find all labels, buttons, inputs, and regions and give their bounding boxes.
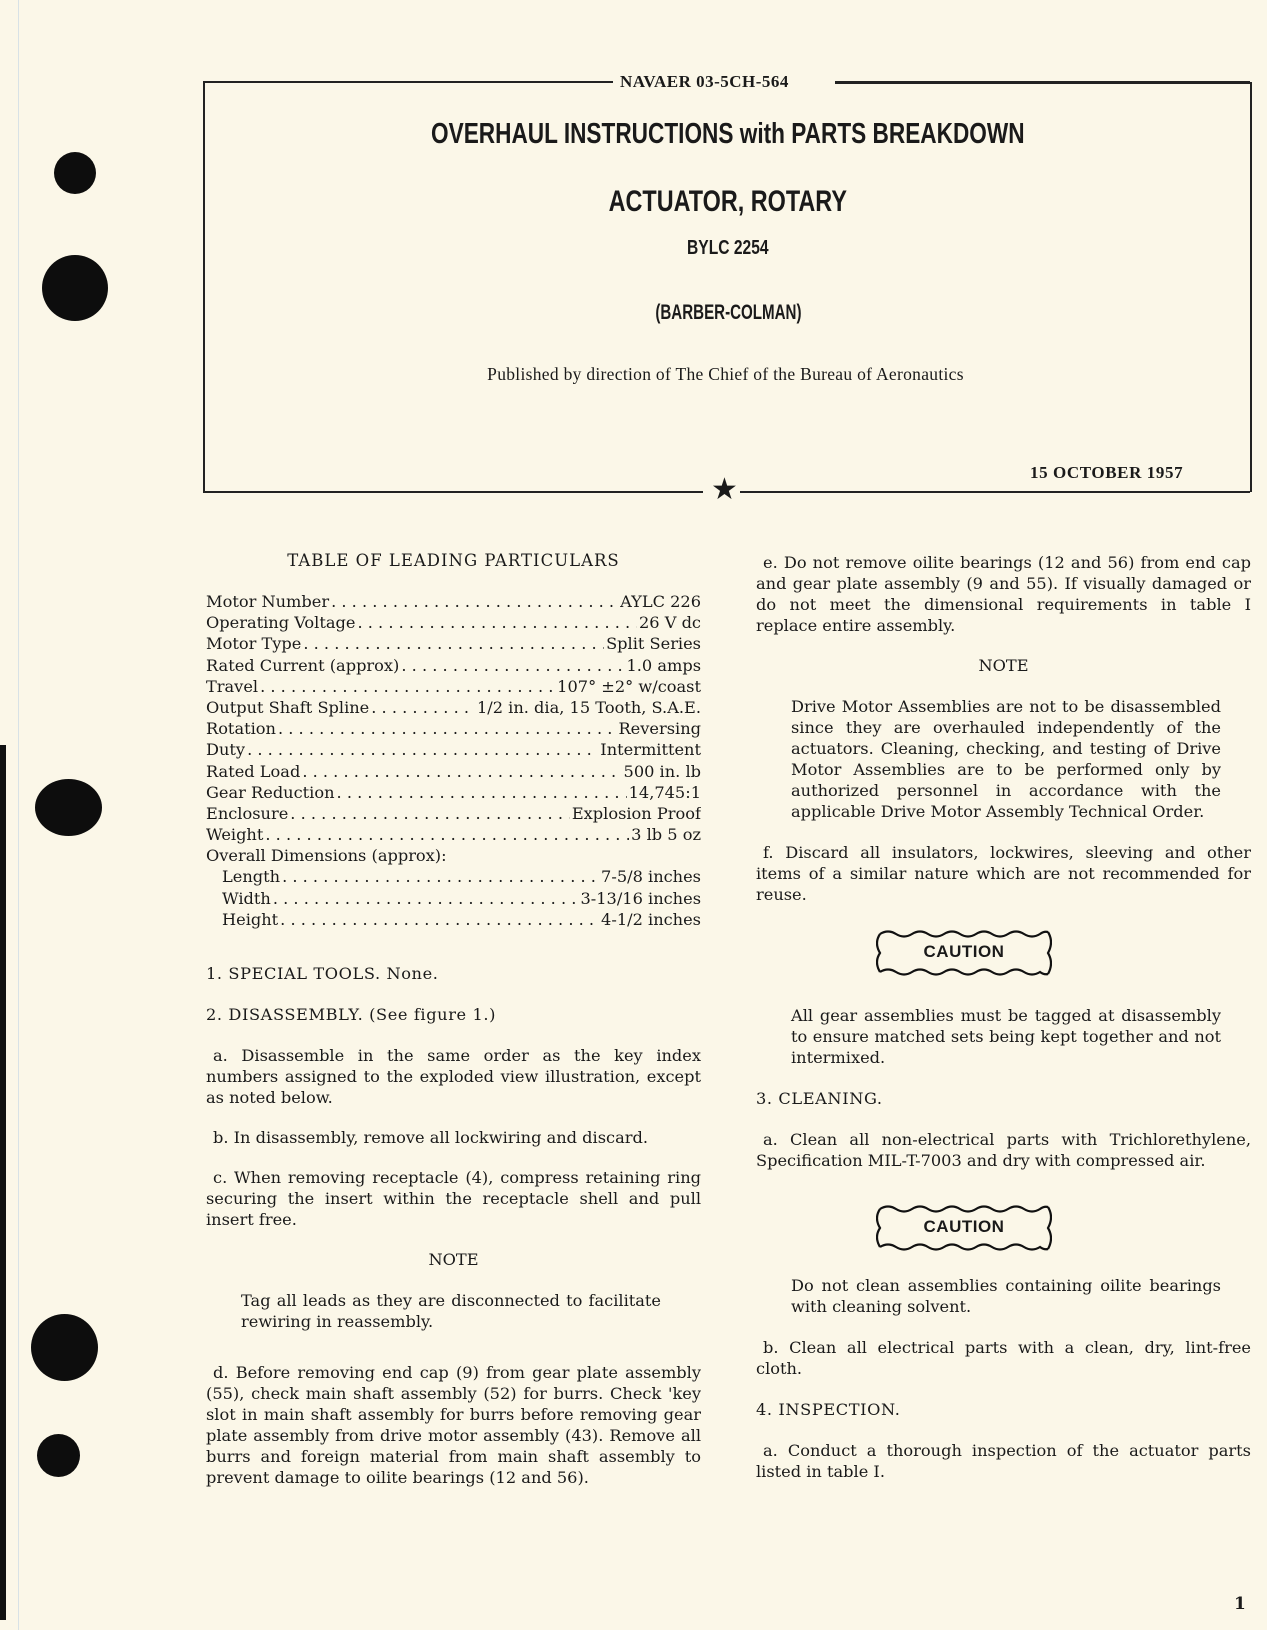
star-icon: ★: [711, 472, 738, 507]
dimensions-heading: Overall Dimensions (approx):: [206, 846, 447, 866]
table-row: Operating Voltage . . . 26 V dc: [206, 612, 701, 633]
table-row: Rated Current (approx) . . . 1.0 amps: [206, 655, 701, 676]
binder-hole-icon: [31, 1314, 98, 1381]
leader-dots: [247, 739, 598, 760]
disassembly-step-f: f. Discard all insulators, lockwires, sleeving and other items of a similar nature which are not recommended for reuse.: [756, 843, 1251, 904]
binder-hole-icon: [35, 779, 102, 836]
leader-dots: [273, 888, 579, 909]
section-inspection-heading: 4. INSPECTION.: [756, 1400, 901, 1419]
caution-banner: [756, 1203, 1251, 1253]
published-by: Published by direction of The Chief of the Bureau of Aeronautics: [487, 364, 964, 384]
caution-banner: [756, 928, 1251, 978]
leader-dots: [401, 655, 624, 676]
leader-dots: [337, 782, 627, 803]
leader-dots: [265, 824, 629, 845]
note-body: Drive Motor Assemblies are not to be disassembled since they are overhauled independently of the actuators. Cleaning, checking, and testing of Drive Motor Assemblies are to be performed only by authorized personnel in accordance with the applicable Drive Motor Assembly Technical Order.: [791, 697, 1221, 821]
binder-hole-icon: [54, 152, 96, 194]
table-row: Weight . . . 3 lb 5 oz: [206, 824, 701, 845]
leader-dots: [371, 697, 475, 718]
leading-particulars-table: [206, 591, 701, 930]
page-number: 1: [1234, 1594, 1246, 1614]
leader-dots: [260, 676, 555, 697]
table-row: Length . . . 7-5/8 inches: [206, 866, 701, 887]
leader-dots: [280, 909, 599, 930]
title-box-border: [203, 491, 703, 493]
caution-label: CAUTION: [923, 1217, 1005, 1236]
caution-body: All gear assemblies must be tagged at disassembly to ensure matched sets being kept together and not intermixed.: [791, 1006, 1221, 1067]
right-column: [756, 552, 1251, 1482]
leader-dots: [278, 718, 617, 739]
leader-dots: [331, 591, 618, 612]
manufacturer: (BARBER-COLMAN): [655, 301, 802, 324]
table-row: Motor Number . . . AYLC 226: [206, 591, 701, 612]
table-row: Output Shaft Spline . . . 1/2 in. dia, 15 Tooth, S.A.E.: [206, 697, 701, 718]
table-row: Motor Type . . . Split Series: [206, 633, 701, 654]
table-row: Rated Load . . . 500 in. lb: [206, 761, 701, 782]
disassembly-step-e: e. Do not remove oilite bearings (12 and 56) from end cap and gear plate assembly (9 and 55). If visually damaged or do not meet the dimensional requirements in table I replace entire assembly.: [756, 553, 1251, 635]
page-margin-line: [18, 0, 19, 1630]
section-disassembly-heading: 2. DISASSEMBLY. (See figure 1.): [206, 1005, 497, 1024]
publication-date: 15 OCTOBER 1957: [1030, 463, 1184, 482]
leader-dots: [302, 761, 621, 782]
document-title: OVERHAUL INSTRUCTIONS with PARTS BREAKDOWN: [431, 118, 1025, 150]
title-box-border: [835, 81, 1250, 84]
title-box-border: [740, 491, 1250, 493]
disassembly-step-a: a. Disassemble in the same order as the key index numbers assigned to the exploded view illustration, except as noted below.: [206, 1046, 701, 1107]
section-cleaning-heading: 3. CLEANING.: [756, 1089, 883, 1108]
binder-hole-icon: [42, 255, 108, 321]
binder-hole-icon: [37, 1434, 80, 1477]
table-row: Width . . . 3-13/16 inches: [206, 888, 701, 909]
left-column: [206, 550, 701, 1488]
table-row: Height . . . 4-1/2 inches: [206, 909, 701, 930]
note-body: Tag all leads as they are disconnected to facilitate rewiring in reassembly.: [241, 1291, 661, 1331]
leader-dots: [282, 866, 599, 887]
disassembly-step-c: c. When removing receptacle (4), compress retaining ring securing the insert within the receptacle shell and pull insert free.: [206, 1168, 701, 1229]
cleaning-step-b: b. Clean all electrical parts with a clean, dry, lint-free cloth.: [756, 1338, 1251, 1378]
model-number: BYLC 2254: [687, 237, 769, 259]
table-row: Rotation . . . Reversing: [206, 718, 701, 739]
document-subtitle: ACTUATOR, ROTARY: [608, 185, 847, 218]
section-special-tools: 1. SPECIAL TOOLS. None.: [206, 964, 439, 983]
inspection-step-a: a. Conduct a thorough inspection of the actuator parts listed in table I.: [756, 1441, 1251, 1481]
document-number: NAVAER 03-5CH-564: [620, 72, 789, 91]
cleaning-step-a: a. Clean all non-electrical parts with Trichlorethylene, Specification MIL-T-7003 and dry with compressed air.: [756, 1130, 1251, 1170]
disassembly-step-d: d. Before removing end cap (9) from gear plate assembly (55), check main shaft assembly (52) for burrs. Check 'key slot in main shaft assembly for burrs before removing gear plate assembly from drive motor assembly (43). Remove all burrs and foreign material from main shaft assembly to prevent damage to oilite bearings (12 and 56).: [206, 1363, 701, 1487]
note-heading: NOTE: [978, 656, 1029, 675]
table-row: Enclosure . . . Explosion Proof: [206, 803, 701, 824]
leader-dots: [303, 633, 604, 654]
table-row: Travel . . . 107° ±2° w/coast: [206, 676, 701, 697]
title-box-border: [203, 81, 613, 83]
disassembly-step-b: b. In disassembly, remove all lockwiring and discard.: [213, 1128, 648, 1147]
table-row: Duty . . . Intermittent: [206, 739, 701, 760]
note-heading: NOTE: [428, 1250, 479, 1269]
page-edge-shadow: [0, 745, 6, 1620]
leader-dots: [290, 803, 570, 824]
caution-label: CAUTION: [923, 942, 1005, 961]
caution-body: Do not clean assemblies containing oilite bearings with cleaning solvent.: [791, 1276, 1221, 1316]
leader-dots: [357, 612, 637, 633]
leading-particulars-title: TABLE OF LEADING PARTICULARS: [287, 551, 620, 570]
table-row: Gear Reduction . . . 14,745:1: [206, 782, 701, 803]
